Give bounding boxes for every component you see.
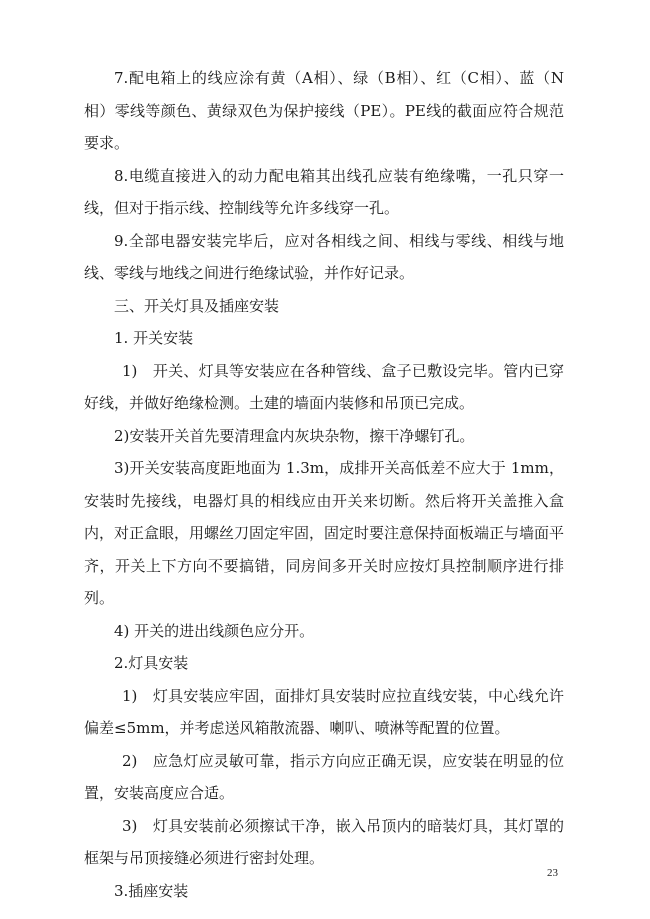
switch-item-4: 4) 开关的进出线颜色应分开。 — [114, 621, 315, 640]
switch-item-2: 2)安装开关首先要清理盒内灰块杂物，擦干净螺钉孔。 — [114, 426, 475, 445]
page-number: 23 — [547, 867, 558, 879]
subsection-heading-socket: 3.插座安装 — [114, 881, 189, 900]
paragraph-item-9: 9.全部电器安装完毕后，应对各相线之间、相线与零线、相线与地线、零线与地线之间进行绝缘试验，并作好记录。 — [84, 231, 564, 282]
paragraph-item-7: 7.配电箱上的线应涂有黄（A相）、绿（B相）、红（C相）、蓝（N相）零线等颜色、黄绿双色为保护接线（PE）。PE线的截面应符合规范要求。 — [84, 69, 564, 152]
switch-item-1: 1) 开关、灯具等安装应在各种管线、盒子已敷设完毕。管内已穿好线，并做好绝缘检测。土建的墙面内装修和吊顶已完成。 — [84, 361, 564, 412]
paragraph-item-8: 8.电缆直接进入的动力配电箱其出线孔应装有绝缘嘴，一孔只穿一线，但对于指示线、控制线等允许多线穿一孔。 — [84, 166, 564, 217]
lamp-item-2: 2) 应急灯应灵敏可靠，指示方向应正确无误，应安装在明显的位置，安装高度应合适。 — [84, 751, 564, 802]
switch-item-3: 3)开关安装高度距地面为 1.3m，成排开关高低差不应大于 1mm，安装时先接线，电器灯具的相线应由开关来切断。然后将开关盖推入盒内，对正盒眼，用螺丝刀固定牢固，固定时要注意保持面板端正与墙面平齐，开关上下方向不要搞错，同房间多开关时应按灯具控制顺序进行排列。 — [84, 459, 565, 607]
lamp-item-1: 1) 灯具安装应牢固，面排灯具安装时应拉直线安装，中心线允许偏差≤5mm，并考虑送风箱散流器、喇叭、喷淋等配置的位置。 — [84, 686, 564, 737]
subsection-heading-switch: 1. 开关安装 — [114, 329, 194, 347]
document-body — [84, 62, 564, 907]
subsection-heading-lamp: 2.灯具安装 — [114, 654, 189, 672]
lamp-item-3: 3) 灯具安装前必须擦试干净，嵌入吊顶内的暗装灯具，其灯罩的框架与吊顶接缝必须进行密封处理。 — [84, 816, 564, 867]
section-heading: 三、开关灯具及插座安装 — [114, 296, 280, 315]
